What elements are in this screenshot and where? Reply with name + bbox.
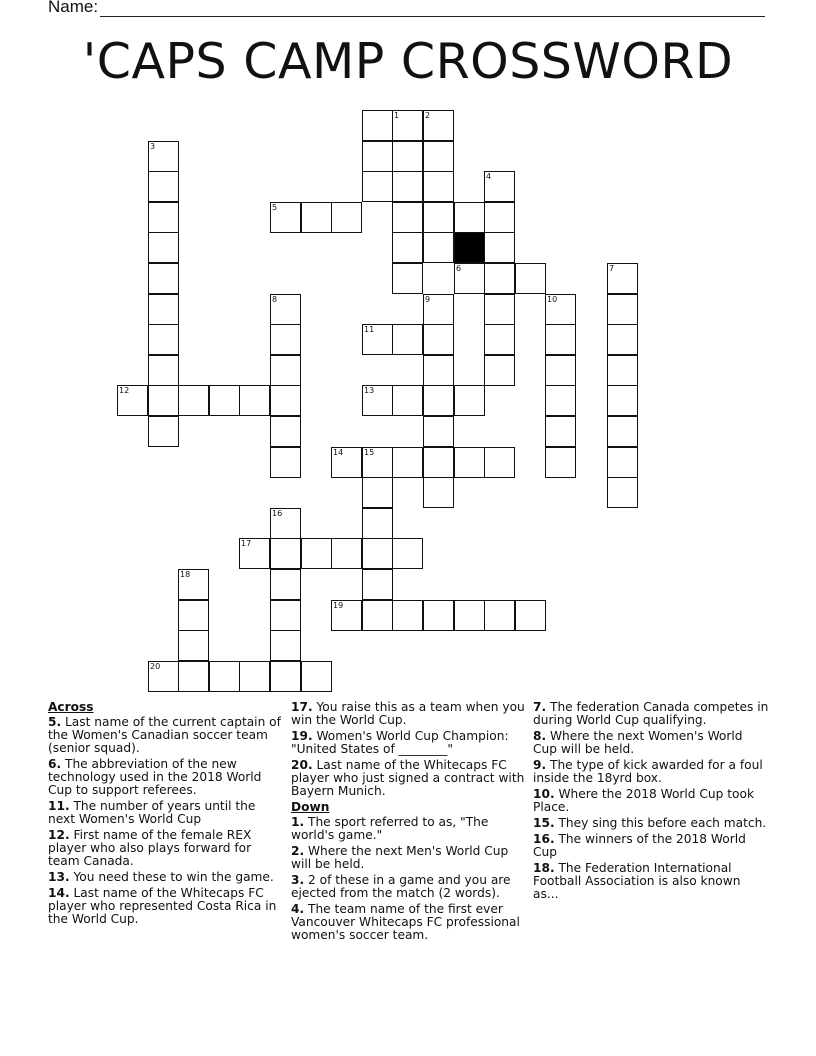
grid-cell[interactable] <box>423 355 454 386</box>
clue-text: Last name of the Whitecaps FC player who just signed a contract with Bayern Munich. <box>291 758 525 798</box>
grid-cell[interactable] <box>423 447 454 478</box>
clue-text: 2 of these in a game and you are ejected from the match (2 words). <box>291 873 511 900</box>
grid-cell[interactable] <box>484 171 515 202</box>
grid-cell[interactable] <box>331 447 362 478</box>
grid-cell[interactable] <box>545 447 576 478</box>
grid-cell[interactable] <box>545 355 576 386</box>
clue-item <box>48 829 284 868</box>
grid-cell[interactable] <box>148 661 179 692</box>
clue-number: 10 <box>547 295 558 304</box>
clue-text: Where the 2018 World Cup took Place. <box>533 787 755 814</box>
grid-cell[interactable] <box>270 385 301 416</box>
grid-cell[interactable] <box>239 661 270 692</box>
clue-number: 15 <box>364 448 375 457</box>
grid-cell[interactable] <box>454 263 485 294</box>
grid-cell[interactable] <box>515 600 546 631</box>
grid-cell[interactable] <box>545 324 576 355</box>
clue-number-label: 2. <box>291 844 305 858</box>
grid-cell[interactable] <box>454 447 485 478</box>
clue-number: 1 <box>394 111 400 120</box>
grid-cell[interactable] <box>607 294 638 325</box>
grid-cell[interactable] <box>362 385 393 416</box>
clue-number-label: 6. <box>48 757 62 771</box>
clue-item <box>48 887 284 926</box>
clue-number: 20 <box>150 662 161 671</box>
clue-number-label: 14. <box>48 886 70 900</box>
clue-number-label: 16. <box>533 832 555 846</box>
grid-cell[interactable] <box>148 171 179 202</box>
grid-cell[interactable] <box>607 385 638 416</box>
grid-cell[interactable] <box>270 538 301 569</box>
grid-cell[interactable] <box>270 294 301 325</box>
clue-item <box>291 730 527 756</box>
grid-cell[interactable] <box>362 600 393 631</box>
grid-cell[interactable] <box>484 294 515 325</box>
grid-cell[interactable] <box>607 355 638 386</box>
grid-cell[interactable] <box>392 141 423 172</box>
clue-item <box>533 730 769 756</box>
grid-cell[interactable] <box>484 355 515 386</box>
grid-cell[interactable] <box>301 538 332 569</box>
grid-cell[interactable] <box>454 600 485 631</box>
grid-cell[interactable] <box>515 263 546 294</box>
clue-number-label: 4. <box>291 902 305 916</box>
clue-item <box>48 871 284 884</box>
clue-item <box>533 862 769 901</box>
grid-cell[interactable] <box>178 630 209 661</box>
clue-number-label: 19. <box>291 729 313 743</box>
clue-number: 3 <box>150 142 156 151</box>
black-square <box>454 232 485 263</box>
grid-cell[interactable] <box>392 171 423 202</box>
grid-cell[interactable] <box>423 232 454 263</box>
clue-item <box>533 701 769 727</box>
grid-cell[interactable] <box>423 141 454 172</box>
grid-cell[interactable] <box>392 110 423 141</box>
grid-cell[interactable] <box>362 141 393 172</box>
clue-number: 19 <box>333 601 344 610</box>
grid-cell[interactable] <box>209 661 240 692</box>
grid-cell[interactable] <box>148 232 179 263</box>
grid-cell[interactable] <box>239 538 270 569</box>
clues-column-1 <box>48 701 284 929</box>
clue-number-label: 5. <box>48 715 62 729</box>
grid-cell[interactable] <box>148 385 179 416</box>
grid-cell[interactable] <box>423 385 454 416</box>
grid-cell[interactable] <box>270 661 301 692</box>
page-title: 'CAPS CAMP CROSSWORD <box>82 33 734 90</box>
clue-text: First name of the female REX player who also plays forward for team Canada. <box>48 828 252 868</box>
grid-cell[interactable] <box>362 324 393 355</box>
grid-cell[interactable] <box>545 416 576 447</box>
clue-text: They sing this before each match. <box>554 816 767 830</box>
clue-text: The number of years until the next Women's World Cup <box>48 799 256 826</box>
grid-cell[interactable] <box>362 538 393 569</box>
grid-cell[interactable] <box>178 385 209 416</box>
clue-number: 13 <box>364 386 375 395</box>
clue-number: 5 <box>272 203 278 212</box>
grid-cell[interactable] <box>270 630 301 661</box>
clue-text: Where the next Women's World Cup will be held. <box>533 729 743 756</box>
clue-item <box>533 788 769 814</box>
section-heading: Down <box>291 800 330 814</box>
grid-cell[interactable] <box>362 508 393 539</box>
grid-cell[interactable] <box>392 538 423 569</box>
grid-cell[interactable] <box>423 294 454 325</box>
grid-cell[interactable] <box>270 324 301 355</box>
clue-item <box>533 833 769 859</box>
clue-text: The sport referred to as, "The world's game." <box>291 815 489 842</box>
grid-cell[interactable] <box>362 477 393 508</box>
grid-cell[interactable] <box>178 569 209 600</box>
clue-item <box>533 759 769 785</box>
grid-cell[interactable] <box>117 385 148 416</box>
clue-text: Last name of the current captain of the Women's Canadian soccer team (senior squad). <box>48 715 281 755</box>
clue-number: 8 <box>272 295 278 304</box>
grid-cell[interactable] <box>607 324 638 355</box>
grid-cell[interactable] <box>148 202 179 233</box>
grid-cell[interactable] <box>484 324 515 355</box>
grid-cell[interactable] <box>270 202 301 233</box>
grid-cell[interactable] <box>454 385 485 416</box>
clues-column-3 <box>533 701 769 904</box>
grid-cell[interactable] <box>484 202 515 233</box>
section-heading: Across <box>48 700 94 714</box>
grid-cell[interactable] <box>423 477 454 508</box>
clue-text: The Federation International Football Association is also known as... <box>533 861 741 901</box>
clue-number: 16 <box>272 509 283 518</box>
grid-cell[interactable] <box>270 600 301 631</box>
grid-cell[interactable] <box>423 416 454 447</box>
clue-number: 12 <box>119 386 130 395</box>
clue-item <box>291 874 527 900</box>
clue-number: 11 <box>364 325 375 334</box>
grid-cell[interactable] <box>607 263 638 294</box>
clue-text: You need these to win the game. <box>69 870 274 884</box>
grid-cell[interactable] <box>423 171 454 202</box>
grid-cell[interactable] <box>484 447 515 478</box>
grid-cell[interactable] <box>270 416 301 447</box>
grid-cell[interactable] <box>148 141 179 172</box>
clue-number-label: 17. <box>291 700 313 714</box>
clue-number: 14 <box>333 448 344 457</box>
grid-cell[interactable] <box>362 171 393 202</box>
grid-cell[interactable] <box>239 385 270 416</box>
clue-text: You raise this as a team when you win the World Cup. <box>291 700 525 727</box>
clue-number-label: 18. <box>533 861 555 875</box>
clue-item <box>48 716 284 755</box>
grid-cell[interactable] <box>607 447 638 478</box>
grid-cell[interactable] <box>178 661 209 692</box>
grid-cell[interactable] <box>362 569 393 600</box>
grid-cell[interactable] <box>392 447 423 478</box>
clue-number-label: 10. <box>533 787 555 801</box>
grid-cell[interactable] <box>331 600 362 631</box>
clue-text: Women's World Cup Champion: "United States of ________" <box>291 729 509 756</box>
grid-cell[interactable] <box>607 477 638 508</box>
clue-text: The winners of the 2018 World Cup <box>533 832 746 859</box>
clue-number: 6 <box>456 264 462 273</box>
grid-cell[interactable] <box>209 385 240 416</box>
clue-item <box>291 845 527 871</box>
clue-item <box>291 903 527 942</box>
grid-cell[interactable] <box>392 600 423 631</box>
clue-item <box>533 817 769 830</box>
clue-item <box>291 816 527 842</box>
grid-cell[interactable] <box>423 110 454 141</box>
grid-cell[interactable] <box>484 232 515 263</box>
clue-number: 4 <box>486 172 492 181</box>
grid-cell[interactable] <box>545 385 576 416</box>
clue-number-label: 15. <box>533 816 555 830</box>
grid-cell[interactable] <box>270 447 301 478</box>
grid-cell[interactable] <box>148 294 179 325</box>
grid-cell[interactable] <box>392 385 423 416</box>
grid-cell[interactable] <box>484 600 515 631</box>
clue-number: 18 <box>180 570 191 579</box>
grid-cell[interactable] <box>484 263 515 294</box>
grid-cell[interactable] <box>148 263 179 294</box>
grid-cell[interactable] <box>148 324 179 355</box>
grid-cell[interactable] <box>301 202 332 233</box>
clue-number-label: 1. <box>291 815 305 829</box>
grid-cell[interactable] <box>423 324 454 355</box>
clue-item <box>291 759 527 798</box>
clue-number: 9 <box>425 295 431 304</box>
clue-text: Where the next Men's World Cup will be held. <box>291 844 509 871</box>
clue-text: Last name of the Whitecaps FC player who represented Costa Rica in the World Cup. <box>48 886 277 926</box>
clues-column-2 <box>291 701 527 945</box>
grid-cell[interactable] <box>270 355 301 386</box>
clue-number: 2 <box>425 111 431 120</box>
grid-cell[interactable] <box>270 569 301 600</box>
clue-item <box>291 701 527 727</box>
clue-number: 7 <box>609 264 615 273</box>
clue-item <box>48 800 284 826</box>
clue-number-label: 9. <box>533 758 547 772</box>
grid-cell[interactable] <box>148 355 179 386</box>
grid-cell[interactable] <box>454 202 485 233</box>
clue-number-label: 11. <box>48 799 70 813</box>
grid-cell[interactable] <box>607 416 638 447</box>
grid-cell[interactable] <box>392 202 423 233</box>
clue-number-label: 3. <box>291 873 305 887</box>
clue-text: The team name of the first ever Vancouver Whitecaps FC professional women's soccer team. <box>291 902 520 942</box>
clue-item <box>48 758 284 797</box>
clue-text: The abbreviation of the new technology used in the 2018 World Cup to support referees. <box>48 757 262 797</box>
grid-cell[interactable] <box>392 232 423 263</box>
grid-cell[interactable] <box>270 508 301 539</box>
clue-number-label: 13. <box>48 870 70 884</box>
clue-number: 17 <box>241 539 252 548</box>
grid-cell[interactable] <box>423 600 454 631</box>
clue-number-label: 8. <box>533 729 547 743</box>
grid-cell[interactable] <box>178 600 209 631</box>
clue-text: The federation Canada competes in during World Cup qualifying. <box>533 700 769 727</box>
clue-number-label: 7. <box>533 700 547 714</box>
name-label: Name: <box>48 0 99 16</box>
grid-cell[interactable] <box>362 447 393 478</box>
grid-cell[interactable] <box>301 661 332 692</box>
grid-cell[interactable] <box>148 416 179 447</box>
grid-cell[interactable] <box>331 538 362 569</box>
grid-cell[interactable] <box>392 324 423 355</box>
grid-cell[interactable] <box>423 202 454 233</box>
grid-cell[interactable] <box>392 263 423 294</box>
grid-cell[interactable] <box>545 294 576 325</box>
grid-cell[interactable] <box>362 110 393 141</box>
clue-number-label: 20. <box>291 758 313 772</box>
grid-cell[interactable] <box>331 202 362 233</box>
clue-text: The type of kick awarded for a foul inside the 18yrd box. <box>533 758 763 785</box>
clue-number-label: 12. <box>48 828 70 842</box>
